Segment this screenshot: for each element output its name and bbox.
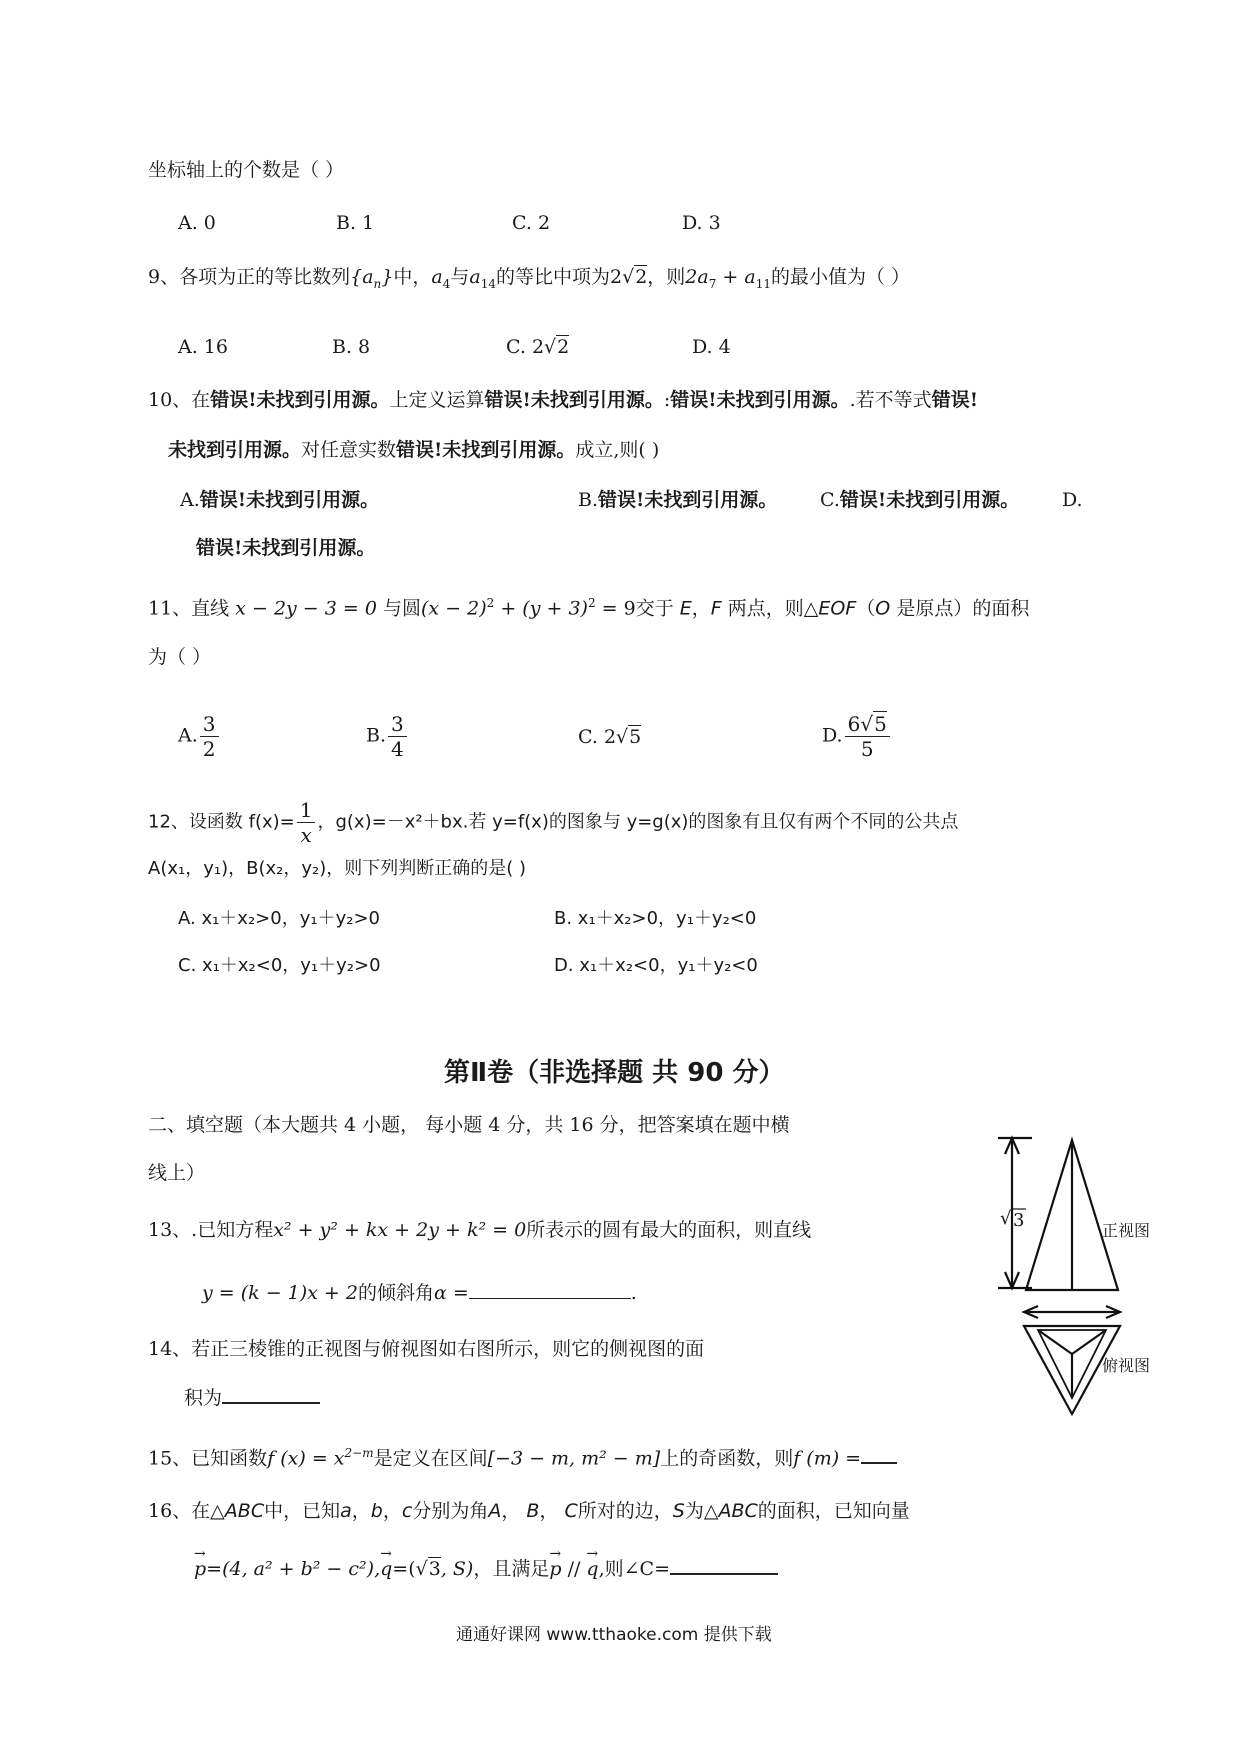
q16-answer-blank[interactable]	[670, 1573, 778, 1575]
q11-option-c: C. 2√5	[578, 726, 642, 748]
q11-option-a: A. $\frac{3}{2}$	[178, 712, 221, 761]
q9-option-d: D. 4	[692, 336, 731, 358]
q9-stem: 9、各项为正的等比数列$\{a_n\}$中，$a_4$与$a_{14}$的等比中项为2√2，则$2a_7 + a_{11}$的最小值为（ ）	[148, 266, 911, 291]
q13-line2: y = (k − 1)x + 2的倾斜角α = .	[202, 1282, 637, 1304]
q11-line2: 为（ ）	[148, 646, 212, 668]
q11-option-d: D. $\frac{6√5}{5}$	[822, 712, 892, 761]
q14-line2: 积为	[184, 1385, 320, 1411]
q16-line1: 16、在△ABC中，已知a，b，c分别为角A， B， C所对的边，S为△ABC的面积，已知向量	[148, 1500, 910, 1522]
q13-answer-blank[interactable]	[469, 1298, 631, 1299]
q9-option-c: C. 2√2	[506, 336, 570, 358]
q15-line: 15、已知函数f $(x) = x^{2-m}$是定义在区间[−3 − m, m² − m]上的奇函数，则f (m) =	[148, 1440, 897, 1471]
q10-line1: 10、在错误!未找到引用源。上定义运算错误!未找到引用源。:错误!未找到引用源。.若不等式错误!	[148, 389, 979, 411]
q12-option-b: B. x₁＋x₂>0，y₁＋y₂<0	[554, 908, 757, 929]
section-title: 第Ⅱ卷（非选择题 共 90 分）	[444, 1058, 785, 1088]
q8-tail: 坐标轴上的个数是（ ）	[148, 159, 345, 181]
q15-answer-blank[interactable]	[861, 1462, 897, 1464]
q16-line2: → p=(4, a² + b² − c²),→ q=(√3, S)，且满足→ p // → q,则∠C=	[194, 1556, 778, 1582]
q9-option-a: A. 16	[178, 336, 228, 358]
q14-answer-blank[interactable]	[222, 1402, 320, 1404]
q8-option-d: D. 3	[682, 212, 721, 234]
q10-line2: 未找到引用源。对任意实数错误!未找到引用源。成立,则( )	[168, 439, 660, 461]
q8-option-a: A. 0	[178, 212, 216, 234]
top-view-label: 俯视图	[1102, 1356, 1151, 1375]
page-footer: 通通好课网 www.tthaoke.com 提供下载	[456, 1625, 772, 1645]
q10-option-d: 错误!未找到引用源。	[196, 537, 376, 559]
front-view-label: 正视图	[1102, 1221, 1151, 1240]
q12-option-d: D. x₁＋x₂<0，y₁＋y₂<0	[554, 955, 758, 976]
q12-option-c: C. x₁＋x₂<0，y₁＋y₂>0	[178, 955, 381, 976]
q8-option-b: B. 1	[336, 212, 375, 234]
q11-option-b: B. $\frac{3}{4}$	[366, 712, 409, 761]
q10-option-c: C.错误!未找到引用源。	[820, 489, 1020, 511]
svg-text:√: √	[1000, 1208, 1012, 1229]
q10-option-d-label: D.	[1062, 489, 1083, 511]
svg-text:3: 3	[1013, 1210, 1025, 1231]
fill-intro-line1: 二、填空题（本大题共 4 小题， 每小题 4 分，共 16 分，把答案填在题中横	[148, 1114, 790, 1136]
q10-option-b: B.错误!未找到引用源。	[578, 489, 778, 511]
q12-line1: 12、设函数 f(x)= $\frac{1}{x}$ ，g(x)=－x²＋bx.若 y=f(x)的图象与 y=g(x)的图象有且仅有两个不同的公共点	[148, 798, 959, 847]
q11-line1: 11、直线 x − 2y − 3 = 0 与圆$(x - 2)^2 + (y + 3)^2 = 9$交于 E，F 两点，则△EOF（O 是原点）的面积	[148, 596, 1030, 620]
fill-intro-line2: 线上）	[148, 1162, 206, 1184]
q13-line1: 13、.已知方程x² + y² + kx + 2y + k² = 0所表示的圆有最大的面积，则直线	[148, 1219, 812, 1241]
q10-option-a: A.错误!未找到引用源。	[180, 489, 380, 511]
q9-option-b: B. 8	[332, 336, 371, 358]
q14-line1: 14、若正三棱锥的正视图与俯视图如右图所示，则它的侧视图的面	[148, 1338, 705, 1360]
q12-option-a: A. x₁＋x₂>0，y₁＋y₂>0	[178, 908, 380, 929]
q12-line2: A(x₁，y₁)，B(x₂，y₂)，则下列判断正确的是( )	[148, 858, 526, 879]
q8-option-c: C. 2	[512, 212, 551, 234]
